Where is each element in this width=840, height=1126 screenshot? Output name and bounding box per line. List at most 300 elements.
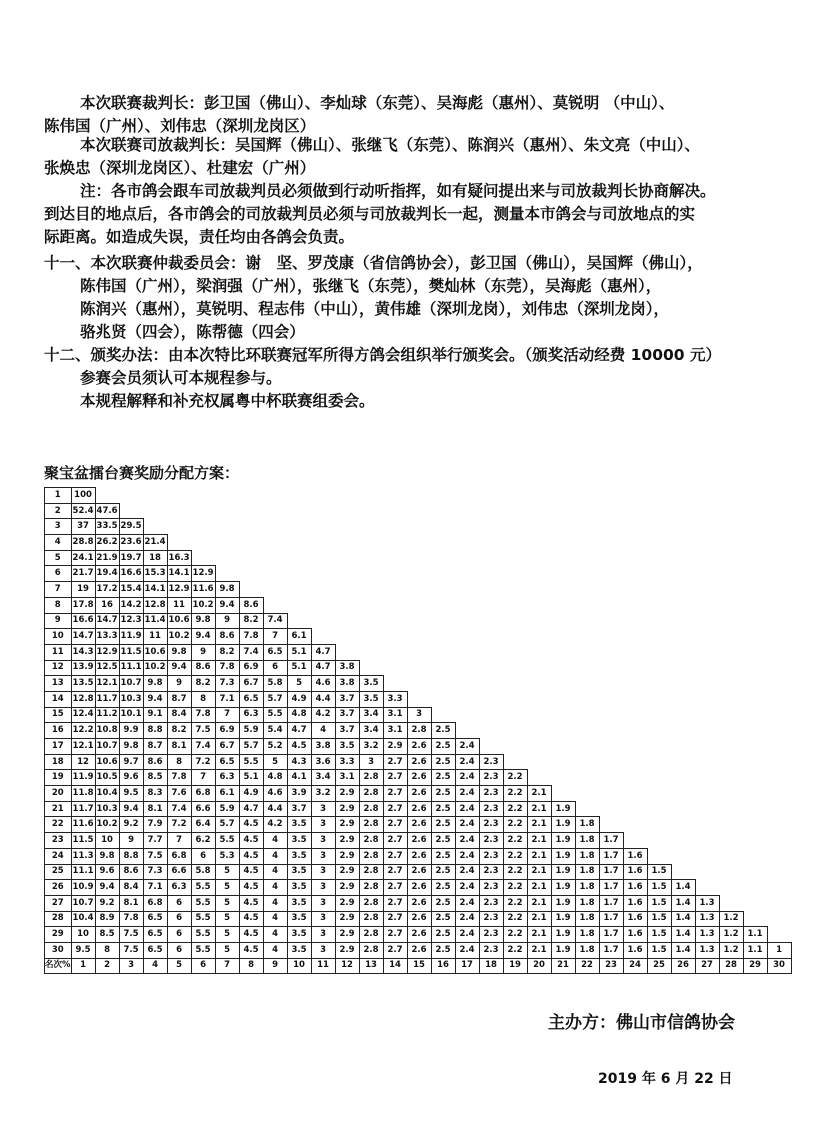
empty-cell (287, 597, 311, 613)
empty-cell (215, 503, 239, 519)
empty-cell (671, 848, 695, 864)
percent-cell: 5.9 (239, 723, 263, 739)
percent-cell: 1.6 (623, 848, 647, 864)
empty-cell (455, 566, 479, 582)
percent-cell: 12.9 (95, 644, 119, 660)
percent-cell: 3.4 (359, 707, 383, 723)
percent-cell: 4.2 (263, 817, 287, 833)
empty-cell (335, 582, 359, 598)
empty-cell (119, 503, 143, 519)
empty-cell (359, 582, 383, 598)
percent-cell: 10.2 (191, 597, 215, 613)
empty-cell (719, 582, 743, 598)
percent-cell: 4.5 (239, 817, 263, 833)
percent-cell: 2.2 (503, 801, 527, 817)
percent-cell: 2.9 (335, 801, 359, 817)
rank-header-cell: 1 (71, 958, 95, 974)
percent-cell: 6.9 (215, 723, 239, 739)
empty-cell (479, 676, 503, 692)
empty-cell (647, 488, 671, 504)
percent-cell: 6 (167, 942, 191, 958)
empty-cell (455, 644, 479, 660)
percent-cell: 3.3 (335, 754, 359, 770)
percent-cell: 2.3 (479, 848, 503, 864)
table-footer-row (45, 958, 792, 974)
percent-cell: 5 (215, 927, 239, 943)
percent-cell: 2.7 (383, 786, 407, 802)
empty-cell (479, 503, 503, 519)
table-row (45, 503, 792, 519)
empty-cell (647, 519, 671, 535)
empty-cell (767, 848, 791, 864)
empty-cell (599, 566, 623, 582)
percent-cell: 8.2 (167, 723, 191, 739)
percent-cell: 1.6 (623, 880, 647, 896)
percent-cell: 2.6 (407, 927, 431, 943)
table-row (45, 707, 792, 723)
empty-cell (383, 597, 407, 613)
empty-cell (575, 786, 599, 802)
percent-cell: 9.8 (95, 848, 119, 864)
percent-cell: 3.8 (311, 739, 335, 755)
percent-cell: 2.6 (407, 864, 431, 880)
empty-cell (599, 597, 623, 613)
empty-cell (551, 676, 575, 692)
percent-cell: 2.6 (407, 817, 431, 833)
percent-cell: 2.8 (359, 942, 383, 958)
percent-cell: 6.5 (239, 691, 263, 707)
empty-cell (575, 597, 599, 613)
percent-cell: 12 (71, 754, 95, 770)
empty-cell (575, 488, 599, 504)
empty-cell (311, 535, 335, 551)
percent-cell: 7 (167, 833, 191, 849)
table-row (45, 676, 792, 692)
percent-cell: 2.9 (335, 848, 359, 864)
empty-cell (767, 786, 791, 802)
percent-cell: 2.7 (383, 880, 407, 896)
rank-header-cell: 6 (191, 958, 215, 974)
percent-cell: 10.6 (167, 613, 191, 629)
empty-cell (335, 644, 359, 660)
percent-cell: 4 (263, 833, 287, 849)
row-count-cell: 11 (45, 644, 72, 660)
percent-cell: 2.8 (359, 817, 383, 833)
empty-cell (527, 519, 551, 535)
empty-cell (719, 535, 743, 551)
percent-cell: 5.1 (287, 644, 311, 660)
table-row (45, 550, 792, 566)
percent-cell: 8 (95, 942, 119, 958)
percent-cell: 4 (263, 864, 287, 880)
empty-cell (503, 707, 527, 723)
percent-cell: 2.9 (335, 786, 359, 802)
percent-cell: 12.9 (191, 566, 215, 582)
empty-cell (551, 739, 575, 755)
percent-cell: 4.5 (239, 911, 263, 927)
empty-cell (623, 817, 647, 833)
percent-cell: 12.8 (71, 691, 95, 707)
empty-cell (671, 503, 695, 519)
percent-cell: 6 (167, 895, 191, 911)
empty-cell (263, 566, 287, 582)
empty-cell (647, 550, 671, 566)
percent-cell: 1.7 (599, 895, 623, 911)
percent-cell: 2.6 (407, 895, 431, 911)
percent-cell: 3.5 (287, 942, 311, 958)
percent-cell: 9.4 (167, 660, 191, 676)
empty-cell (383, 582, 407, 598)
percent-cell: 2.3 (479, 942, 503, 958)
empty-cell (695, 864, 719, 880)
percent-cell: 2.7 (383, 833, 407, 849)
empty-cell (551, 754, 575, 770)
percent-cell: 5.5 (239, 754, 263, 770)
empty-cell (743, 629, 767, 645)
percent-cell: 3 (311, 848, 335, 864)
empty-cell (551, 535, 575, 551)
empty-cell (383, 644, 407, 660)
empty-cell (263, 519, 287, 535)
empty-cell (191, 488, 215, 504)
row-count-cell: 23 (45, 833, 72, 849)
empty-cell (479, 629, 503, 645)
empty-cell (335, 613, 359, 629)
percent-cell: 4.5 (239, 927, 263, 943)
empty-cell (287, 503, 311, 519)
percent-cell: 17.2 (95, 582, 119, 598)
table-body (45, 488, 792, 974)
percent-cell: 2.1 (527, 817, 551, 833)
empty-cell (479, 582, 503, 598)
empty-cell (623, 723, 647, 739)
percent-cell: 19 (71, 582, 95, 598)
percent-cell: 11.3 (71, 848, 95, 864)
percent-cell: 7.8 (191, 707, 215, 723)
rank-header-cell: 25 (647, 958, 671, 974)
percent-cell: 3 (311, 880, 335, 896)
percent-cell: 2.5 (431, 848, 455, 864)
row-count-cell: 22 (45, 817, 72, 833)
percent-cell: 7.2 (167, 817, 191, 833)
percent-cell: 7.4 (239, 644, 263, 660)
empty-cell (695, 550, 719, 566)
empty-cell (767, 503, 791, 519)
empty-cell (527, 691, 551, 707)
percent-cell: 1.9 (551, 801, 575, 817)
empty-cell (383, 660, 407, 676)
empty-cell (575, 739, 599, 755)
empty-cell (503, 488, 527, 504)
percent-cell: 2.5 (431, 817, 455, 833)
empty-cell (719, 613, 743, 629)
empty-cell (407, 550, 431, 566)
percent-cell: 1.7 (599, 864, 623, 880)
empty-cell (575, 550, 599, 566)
empty-cell (287, 613, 311, 629)
empty-cell (647, 848, 671, 864)
empty-cell (719, 895, 743, 911)
percent-cell: 2.9 (335, 817, 359, 833)
percent-cell: 8.6 (143, 754, 167, 770)
percent-cell: 5.5 (191, 927, 215, 943)
percent-cell: 6.5 (143, 927, 167, 943)
percent-cell: 3.5 (287, 817, 311, 833)
empty-cell (239, 519, 263, 535)
percent-cell: 11.5 (71, 833, 95, 849)
percent-cell: 1.9 (551, 817, 575, 833)
percent-cell: 2.8 (359, 770, 383, 786)
rank-header-cell: 20 (527, 958, 551, 974)
percent-cell: 12.3 (119, 613, 143, 629)
empty-cell (359, 660, 383, 676)
percent-cell: 9.6 (95, 864, 119, 880)
percent-cell: 11.4 (143, 613, 167, 629)
row-count-cell: 9 (45, 613, 72, 629)
empty-cell (431, 535, 455, 551)
percent-cell: 4 (263, 911, 287, 927)
empty-cell (527, 660, 551, 676)
empty-cell (335, 597, 359, 613)
percent-cell: 7.8 (119, 911, 143, 927)
empty-cell (143, 519, 167, 535)
empty-cell (599, 519, 623, 535)
empty-cell (623, 644, 647, 660)
empty-cell (527, 770, 551, 786)
percent-cell: 2.7 (383, 848, 407, 864)
percent-cell: 1.1 (743, 942, 767, 958)
percent-cell: 11.5 (119, 644, 143, 660)
percent-cell: 7.3 (215, 676, 239, 692)
empty-cell (551, 566, 575, 582)
empty-cell (599, 754, 623, 770)
percent-cell: 2.8 (359, 864, 383, 880)
empty-cell (527, 597, 551, 613)
empty-cell (743, 911, 767, 927)
date-text: 2019 年 6 月 22 日 (598, 1071, 733, 1087)
empty-cell (767, 739, 791, 755)
empty-cell (287, 535, 311, 551)
rank-header-cell: 23 (599, 958, 623, 974)
text-line: 际距离。如造成失误，责任均由各鸽会负责。 (44, 228, 355, 246)
empty-cell (599, 488, 623, 504)
empty-cell (551, 629, 575, 645)
percent-cell: 2.5 (431, 927, 455, 943)
empty-cell (695, 848, 719, 864)
percent-cell: 1.4 (671, 927, 695, 943)
percent-cell: 11.1 (119, 660, 143, 676)
empty-cell (695, 754, 719, 770)
percent-cell: 4.6 (263, 786, 287, 802)
percent-cell: 2.5 (431, 833, 455, 849)
empty-cell (383, 676, 407, 692)
text-line: 陈伟国（广州），梁润强（广州），张继飞（东莞），樊灿林（东莞），吴海彪（惠州）， (80, 277, 662, 295)
percent-cell: 5.1 (287, 660, 311, 676)
empty-cell (455, 691, 479, 707)
empty-cell (743, 801, 767, 817)
empty-cell (743, 676, 767, 692)
percent-cell: 11 (143, 629, 167, 645)
percent-cell: 4 (263, 880, 287, 896)
empty-cell (671, 535, 695, 551)
percent-cell: 9.6 (119, 770, 143, 786)
percent-cell: 10.7 (119, 676, 143, 692)
table-row (45, 801, 792, 817)
empty-cell (623, 503, 647, 519)
rank-header-cell: 24 (623, 958, 647, 974)
empty-cell (743, 786, 767, 802)
empty-cell (719, 503, 743, 519)
percent-cell: 2.4 (455, 911, 479, 927)
percent-cell: 2.6 (407, 848, 431, 864)
percent-cell: 8.5 (143, 770, 167, 786)
note-paragraph (44, 180, 814, 249)
percent-cell: 11.2 (95, 707, 119, 723)
empty-cell (575, 582, 599, 598)
empty-cell (671, 566, 695, 582)
empty-cell (575, 723, 599, 739)
empty-cell (143, 488, 167, 504)
empty-cell (695, 597, 719, 613)
empty-cell (647, 676, 671, 692)
percent-cell: 2.6 (407, 801, 431, 817)
percent-cell: 1.9 (551, 942, 575, 958)
percent-cell: 1.4 (671, 880, 695, 896)
percent-cell: 2.3 (479, 801, 503, 817)
empty-cell (311, 597, 335, 613)
percent-cell: 2.7 (383, 801, 407, 817)
empty-cell (527, 754, 551, 770)
percent-cell: 3 (311, 817, 335, 833)
percent-cell: 2.4 (455, 754, 479, 770)
percent-cell: 14.1 (167, 566, 191, 582)
empty-cell (599, 691, 623, 707)
empty-cell (311, 566, 335, 582)
empty-cell (623, 676, 647, 692)
percent-cell: 2.2 (503, 864, 527, 880)
percent-cell: 10.5 (95, 770, 119, 786)
empty-cell (191, 550, 215, 566)
empty-cell (743, 691, 767, 707)
text-line: 本次联赛司放裁判长：吴国辉（佛山）、张继飞（东莞）、陈润兴（惠州）、朱文亮（中山）、 (80, 136, 701, 154)
percent-cell: 21.7 (71, 566, 95, 582)
percent-cell: 2.5 (431, 754, 455, 770)
empty-cell (503, 566, 527, 582)
percent-cell: 4.5 (239, 833, 263, 849)
empty-cell (383, 488, 407, 504)
percent-cell: 13.9 (71, 660, 95, 676)
empty-cell (671, 613, 695, 629)
percent-cell: 16.6 (71, 613, 95, 629)
percent-cell: 10.6 (95, 754, 119, 770)
empty-cell (311, 550, 335, 566)
percent-cell: 2.8 (359, 895, 383, 911)
empty-cell (503, 676, 527, 692)
percent-cell: 8.2 (239, 613, 263, 629)
empty-cell (407, 644, 431, 660)
percent-cell: 14.7 (71, 629, 95, 645)
percent-cell: 7.5 (143, 848, 167, 864)
empty-cell (407, 660, 431, 676)
percent-cell: 1.4 (671, 911, 695, 927)
empty-cell (695, 488, 719, 504)
percent-cell: 1.8 (575, 864, 599, 880)
percent-cell: 2.5 (431, 911, 455, 927)
percent-cell: 2.1 (527, 911, 551, 927)
empty-cell (743, 597, 767, 613)
text-line: 本规程解释和补充权属粤中杯联赛组委会。 (80, 392, 375, 410)
percent-cell: 6.5 (263, 644, 287, 660)
empty-cell (455, 707, 479, 723)
empty-cell (695, 770, 719, 786)
empty-cell (359, 613, 383, 629)
percent-cell: 2.3 (479, 880, 503, 896)
chief-referee-paragraph (44, 92, 814, 138)
percent-cell: 5 (263, 754, 287, 770)
table-row (45, 691, 792, 707)
empty-cell (719, 566, 743, 582)
percent-cell: 6.5 (143, 911, 167, 927)
empty-cell (455, 582, 479, 598)
percent-cell: 8.4 (119, 880, 143, 896)
empty-cell (479, 488, 503, 504)
percent-cell: 5.5 (215, 833, 239, 849)
percent-cell: 2.3 (479, 770, 503, 786)
percent-cell: 10.9 (71, 880, 95, 896)
empty-cell (767, 660, 791, 676)
percent-cell: 1.5 (647, 911, 671, 927)
percent-cell: 2.2 (503, 942, 527, 958)
percent-cell: 1 (767, 942, 791, 958)
percent-cell: 16.3 (167, 550, 191, 566)
percent-cell: 3 (359, 754, 383, 770)
percent-cell: 8.2 (191, 676, 215, 692)
table-row (45, 927, 792, 943)
empty-cell (695, 723, 719, 739)
percent-cell: 10.7 (95, 739, 119, 755)
empty-cell (671, 723, 695, 739)
empty-cell (623, 660, 647, 676)
percent-cell: 1.7 (599, 833, 623, 849)
empty-cell (431, 488, 455, 504)
empty-cell (743, 707, 767, 723)
percent-cell: 5.7 (263, 691, 287, 707)
row-count-cell: 20 (45, 786, 72, 802)
table-row (45, 535, 792, 551)
percent-cell: 37 (71, 519, 95, 535)
empty-cell (287, 566, 311, 582)
empty-cell (767, 833, 791, 849)
percent-cell: 7.4 (191, 739, 215, 755)
empty-cell (671, 864, 695, 880)
empty-cell (503, 660, 527, 676)
percent-cell: 3.5 (335, 739, 359, 755)
empty-cell (287, 550, 311, 566)
empty-cell (695, 707, 719, 723)
percent-cell: 3 (311, 833, 335, 849)
empty-cell (575, 644, 599, 660)
empty-cell (671, 550, 695, 566)
text-line: 本次联赛裁判长：彭卫国（佛山）、李灿球（东莞）、吴海彪（惠州）、莫锐明 （中山）、 (80, 94, 675, 112)
percent-cell: 5.7 (239, 739, 263, 755)
empty-cell (311, 613, 335, 629)
percent-cell: 1.6 (623, 927, 647, 943)
empty-cell (671, 582, 695, 598)
empty-cell (575, 691, 599, 707)
empty-cell (383, 503, 407, 519)
percent-cell: 1.5 (647, 942, 671, 958)
empty-cell (647, 582, 671, 598)
